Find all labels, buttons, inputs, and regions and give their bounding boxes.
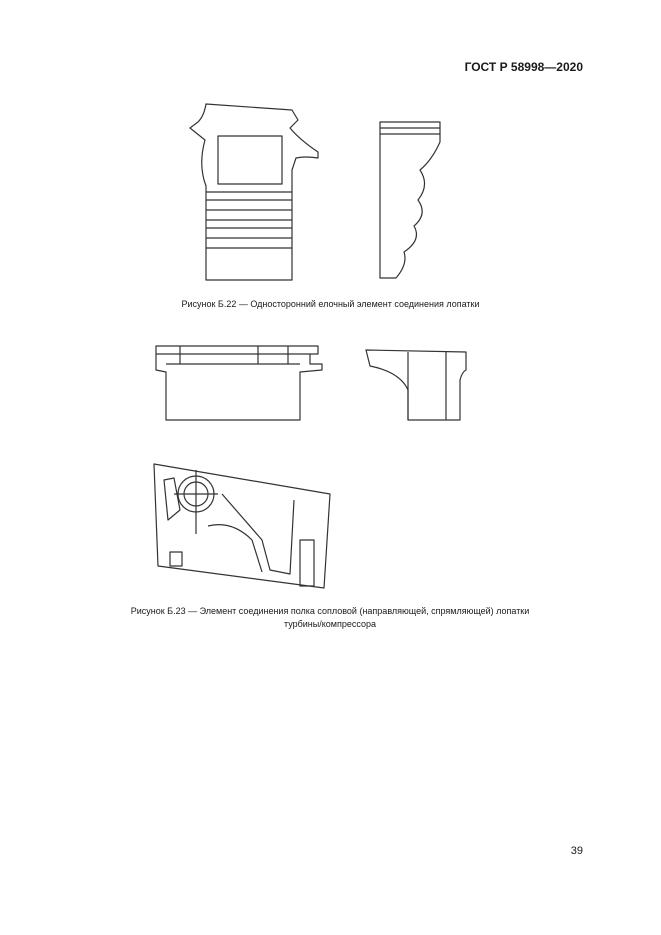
page-number: 39: [570, 845, 583, 857]
figure-b23-caption-line2: турбины/компрессора: [284, 619, 376, 629]
figure-b23-plan-view: [154, 464, 330, 588]
figure-b23-caption: [60, 605, 600, 631]
figure-b23-side-view: [366, 350, 466, 420]
figure-b23-caption-line1: Рисунок Б.23 — Элемент соединения полка сопловой (направляющей, спрямляющей) лопатки: [130, 606, 530, 616]
figure-b22-front-view: [190, 104, 318, 280]
figure-b23-front-view: [156, 346, 322, 420]
figure-b22-caption: Рисунок Б.22 — Односторонний елочный элемент соединения лопатки: [181, 299, 480, 309]
figure-b22-side-view: [380, 122, 440, 278]
document-header: ГОСТ Р 58998—2020: [464, 60, 583, 74]
